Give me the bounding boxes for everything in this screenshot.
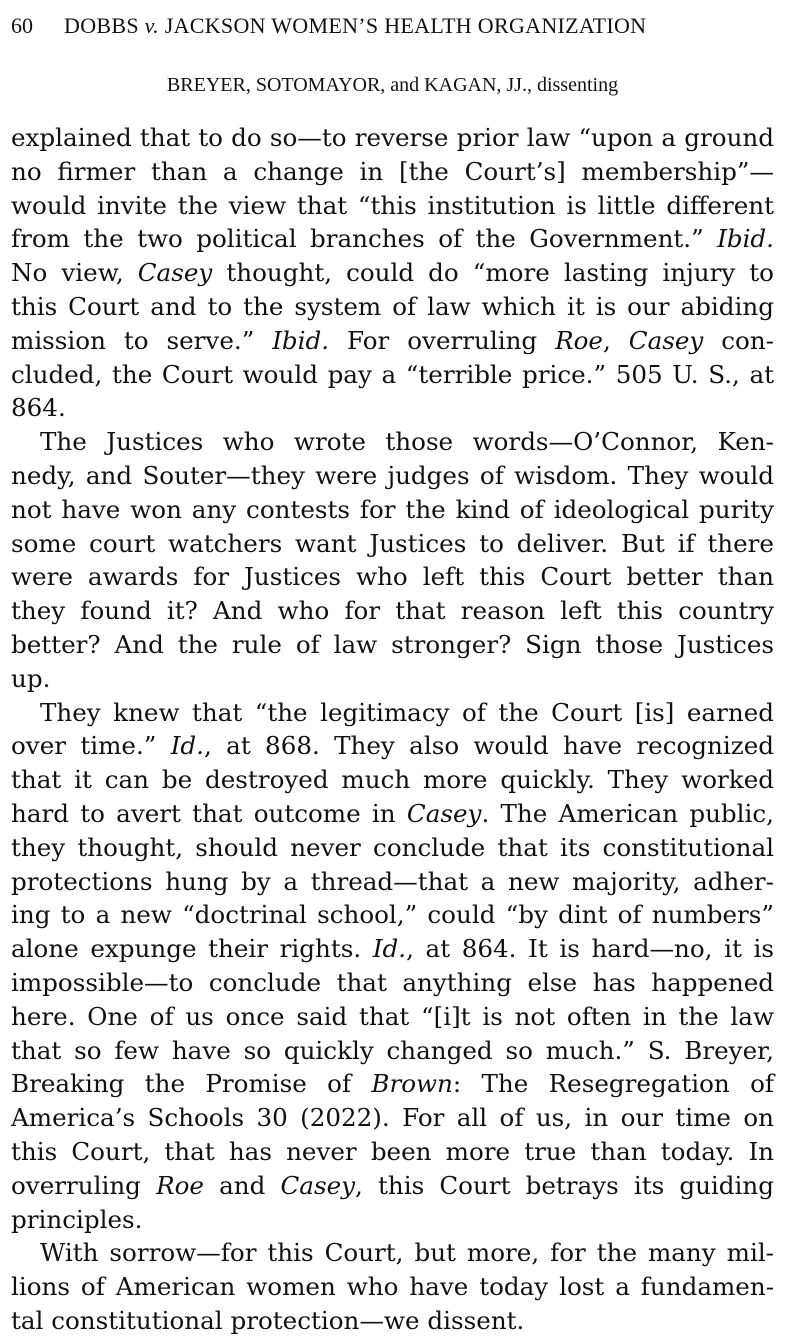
page-number: 60 (11, 13, 33, 38)
running-head (11, 11, 774, 41)
text-line (11, 831, 774, 865)
text-line (11, 763, 774, 797)
text-segment: explained that to do so—to reverse prior law “upon a ground (11, 123, 774, 152)
italic-citation: Roe (156, 1170, 204, 1200)
italic-citation: Casey (137, 258, 213, 288)
italic-citation: Casey (406, 798, 482, 828)
text-line (11, 560, 774, 594)
text-line (11, 696, 774, 730)
text-segment: No view, (11, 258, 138, 288)
case-title (64, 11, 646, 41)
text-segment: They knew that “the legitimacy of the Court [is] earned (40, 697, 774, 727)
text-segment: 864. (11, 393, 66, 423)
text-segment: they found it? And who for that reason left this country (11, 596, 774, 626)
text-line (11, 189, 774, 223)
text-segment: over time.” (11, 731, 171, 761)
opinion-body (11, 121, 774, 1338)
text-line (11, 932, 774, 966)
italic-citation: Roe (555, 325, 603, 355)
text-segment: For overruling (329, 325, 556, 355)
text-line (11, 966, 774, 1000)
text-line (11, 628, 774, 662)
text-line (11, 459, 774, 493)
text-line (11, 898, 774, 932)
text-line (11, 729, 774, 763)
text-segment: , at 868. They also would have recognized (204, 731, 774, 761)
text-segment: cluded, the Court would pay a “terrible price.” 505 U. S., at (11, 359, 774, 389)
text-segment: The Justices who wrote those words—O’Connor, Ken- (40, 427, 774, 457)
text-segment: this Court, that has never been more true than today. In (11, 1136, 774, 1166)
text-line (11, 662, 774, 696)
text-segment: , (603, 325, 629, 355)
text-line (11, 1304, 774, 1338)
text-segment: , this Court betrays its guiding (355, 1170, 774, 1200)
text-segment: that it can be destroyed much more quickly. They worked (11, 765, 774, 795)
text-line (11, 493, 774, 527)
text-segment: were awards for Justices who left this Court better than (11, 562, 774, 592)
text-line (11, 1101, 774, 1135)
text-segment: America’s Schools 30 (2022). For all of us, in our time on (11, 1103, 774, 1133)
text-segment: mission to serve.” (11, 325, 273, 355)
text-segment: protections hung by a thread—that a new majority, adher- (11, 866, 774, 896)
text-line (11, 222, 774, 256)
text-line (11, 797, 774, 831)
text-line (11, 1236, 774, 1270)
text-line (11, 155, 774, 189)
text-segment: this Court and to the system of law which it is our abiding (11, 291, 774, 321)
text-line (11, 527, 774, 561)
text-line (11, 324, 774, 358)
text-segment: and (203, 1170, 281, 1200)
text-line (11, 865, 774, 899)
text-segment: impossible—to conclude that anything else has happened (11, 967, 774, 997)
text-line (11, 1169, 774, 1203)
text-segment: lions of American women who have today lost a fundamen- (11, 1272, 774, 1302)
text-segment: tal constitutional protection—we dissent. (11, 1305, 525, 1335)
text-segment: they thought, should never conclude that its constitutional (11, 832, 774, 862)
italic-citation: Brown (371, 1069, 453, 1099)
text-line (11, 1000, 774, 1034)
text-segment: nedy, and Souter—they were judges of wisdom. They would (11, 460, 774, 490)
text-segment: some court watchers want Justices to deliver. But if there (11, 528, 774, 558)
opinion-heading: BREYER, SOTOMAYOR, and KAGAN, JJ., dissenting (166, 74, 619, 96)
text-segment: alone expunge their rights. (11, 934, 373, 964)
text-segment: here. One of us once said that “[i]t is not often in the law (11, 1001, 774, 1031)
text-line (11, 358, 774, 392)
text-segment: With sorrow—for this Court, but more, for the many mil- (40, 1238, 774, 1268)
text-segment: thought, could do “more lasting injury to (212, 258, 774, 288)
case-title-part-1: DOBBS (64, 13, 145, 38)
italic-citation: Ibid. (717, 224, 774, 254)
italic-citation: Casey (628, 325, 704, 355)
text-line (11, 121, 774, 155)
italic-citation: Casey (280, 1170, 356, 1200)
text-segment: not have won any contests for the kind of ideological purity (11, 494, 774, 524)
text-line (11, 425, 774, 459)
text-segment: from the two political branches of the Government.” (11, 224, 718, 254)
text-segment: hard to avert that outcome in (11, 798, 407, 828)
case-title-part-2: JACKSON WOMEN’S HEALTH ORGANIZATION (158, 13, 647, 38)
text-segment: , at 864. It is hard—no, it is (406, 934, 774, 964)
text-segment: would invite the view that “this institution is little different (11, 190, 774, 220)
text-segment: : The Resegregation of (452, 1069, 774, 1099)
text-line (11, 1270, 774, 1304)
text-segment: . The American public, (481, 798, 774, 828)
text-line (11, 290, 774, 324)
case-title-versus: v. (144, 13, 159, 38)
text-segment: ing to a new “doctrinal school,” could “by dint of numbers” (11, 900, 774, 930)
text-segment: Breaking the Promise of (11, 1069, 372, 1099)
text-segment: that so few have so quickly changed so much.” S. Breyer, (11, 1035, 774, 1065)
text-line (11, 1203, 774, 1237)
text-segment: con- (703, 325, 774, 355)
text-segment: better? And the rule of law stronger? Sign those Justices (11, 629, 774, 659)
text-line (11, 391, 774, 425)
text-line (11, 1067, 774, 1101)
text-line (11, 1034, 774, 1068)
text-segment: principles. (11, 1204, 143, 1234)
text-line (11, 256, 774, 290)
italic-citation: Id. (372, 934, 407, 964)
text-segment: overruling (11, 1170, 157, 1200)
italic-citation: Ibid. (272, 325, 330, 355)
text-line (11, 1135, 774, 1169)
text-segment: up. (11, 663, 51, 693)
text-segment: no firmer than a change in [the Court’s] membership”— (11, 156, 774, 186)
text-line (11, 594, 774, 628)
italic-citation: Id. (170, 731, 204, 761)
